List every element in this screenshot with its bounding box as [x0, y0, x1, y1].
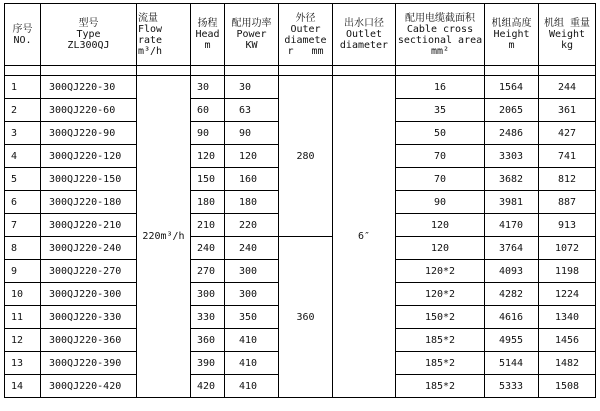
cell-power: 300 — [225, 260, 279, 283]
cell-type: 300QJ220-270 — [41, 260, 137, 283]
cell-cable: 185*2 — [396, 375, 485, 398]
cell-head: 240 — [191, 237, 225, 260]
cell-height: 4170 — [485, 214, 539, 237]
cell-cable: 90 — [396, 191, 485, 214]
cell-no: 8 — [5, 237, 41, 260]
cell-outer-diameter: 280 — [279, 76, 333, 237]
cell-type: 300QJ220-120 — [41, 145, 137, 168]
cell-height: 3764 — [485, 237, 539, 260]
cell-cable: 120*2 — [396, 260, 485, 283]
cell-head: 30 — [191, 76, 225, 99]
cell-weight: 812 — [539, 168, 596, 191]
cell-weight: 1340 — [539, 306, 596, 329]
header-no: 序号 NO. — [5, 4, 41, 66]
cell-head: 150 — [191, 168, 225, 191]
cell-weight: 887 — [539, 191, 596, 214]
cell-no: 6 — [5, 191, 41, 214]
cell-power: 300 — [225, 283, 279, 306]
table-row — [5, 237, 596, 260]
header-flow: 流量 Flow rate m³/h — [137, 4, 191, 66]
cell-head: 270 — [191, 260, 225, 283]
cell-no: 10 — [5, 283, 41, 306]
cell-cable: 70 — [396, 145, 485, 168]
cell-weight: 1072 — [539, 237, 596, 260]
cell-weight: 361 — [539, 99, 596, 122]
cell-height: 1564 — [485, 76, 539, 99]
cell-type: 300QJ220-60 — [41, 99, 137, 122]
cell-power: 63 — [225, 99, 279, 122]
cell-power: 90 — [225, 122, 279, 145]
cell-height: 4955 — [485, 329, 539, 352]
cell-weight: 244 — [539, 76, 596, 99]
cell-power: 410 — [225, 352, 279, 375]
cell-weight: 1198 — [539, 260, 596, 283]
cell-weight: 913 — [539, 214, 596, 237]
cell-head: 330 — [191, 306, 225, 329]
cell-cable: 16 — [396, 76, 485, 99]
pump-spec-table — [4, 3, 596, 398]
cell-head: 180 — [191, 191, 225, 214]
cell-no: 3 — [5, 122, 41, 145]
cell-type: 300QJ220-300 — [41, 283, 137, 306]
cell-no: 12 — [5, 329, 41, 352]
cell-type: 300QJ220-390 — [41, 352, 137, 375]
cell-cable: 185*2 — [396, 329, 485, 352]
spacer-section — [5, 66, 596, 76]
cell-cable: 70 — [396, 168, 485, 191]
cell-type: 300QJ220-420 — [41, 375, 137, 398]
cell-type: 300QJ220-360 — [41, 329, 137, 352]
cell-weight: 1482 — [539, 352, 596, 375]
cell-no: 1 — [5, 76, 41, 99]
header-head: 扬程 Head m — [191, 4, 225, 66]
cell-cable: 50 — [396, 122, 485, 145]
cell-head: 390 — [191, 352, 225, 375]
cell-cable: 35 — [396, 99, 485, 122]
cell-height: 3303 — [485, 145, 539, 168]
cell-weight: 1508 — [539, 375, 596, 398]
cell-type: 300QJ220-90 — [41, 122, 137, 145]
cell-weight: 1456 — [539, 329, 596, 352]
cell-weight: 1224 — [539, 283, 596, 306]
cell-height: 4282 — [485, 283, 539, 306]
cell-cable: 120 — [396, 214, 485, 237]
cell-power: 160 — [225, 168, 279, 191]
header-power: 配用功率 Power KW — [225, 4, 279, 66]
cell-height: 5333 — [485, 375, 539, 398]
cell-power: 410 — [225, 329, 279, 352]
cell-type: 300QJ220-180 — [41, 191, 137, 214]
cell-height: 4616 — [485, 306, 539, 329]
cell-height: 3981 — [485, 191, 539, 214]
cell-no: 11 — [5, 306, 41, 329]
table-row — [5, 76, 596, 99]
cell-power: 240 — [225, 237, 279, 260]
cell-type: 300QJ220-240 — [41, 237, 137, 260]
cell-no: 5 — [5, 168, 41, 191]
cell-cable: 120 — [396, 237, 485, 260]
header-height: 机组高度 Height m — [485, 4, 539, 66]
cell-weight: 741 — [539, 145, 596, 168]
cell-head: 90 — [191, 122, 225, 145]
cell-height: 5144 — [485, 352, 539, 375]
cell-outlet-diameter: 6″ — [333, 76, 396, 398]
cell-power: 120 — [225, 145, 279, 168]
cell-cable: 185*2 — [396, 352, 485, 375]
cell-no: 13 — [5, 352, 41, 375]
spacer-row — [5, 66, 596, 76]
cell-weight: 427 — [539, 122, 596, 145]
cell-no: 7 — [5, 214, 41, 237]
cell-power: 350 — [225, 306, 279, 329]
cell-height: 4093 — [485, 260, 539, 283]
cell-type: 300QJ220-330 — [41, 306, 137, 329]
cell-head: 420 — [191, 375, 225, 398]
cell-flow: 220m³/h — [137, 76, 191, 398]
cell-no: 4 — [5, 145, 41, 168]
header-cable: 配用电缆截面积 Cable cross sectional area mm² — [396, 4, 485, 66]
cell-cable: 150*2 — [396, 306, 485, 329]
cell-head: 210 — [191, 214, 225, 237]
cell-head: 60 — [191, 99, 225, 122]
header-outlet-diameter: 出水口径 Outlet diameter — [333, 4, 396, 66]
cell-head: 120 — [191, 145, 225, 168]
cell-height: 2065 — [485, 99, 539, 122]
header-outer-diameter: 外径 Outer diamete r mm — [279, 4, 333, 66]
cell-type: 300QJ220-150 — [41, 168, 137, 191]
cell-height: 2486 — [485, 122, 539, 145]
cell-power: 180 — [225, 191, 279, 214]
cell-head: 360 — [191, 329, 225, 352]
cell-no: 2 — [5, 99, 41, 122]
cell-no: 14 — [5, 375, 41, 398]
cell-type: 300QJ220-210 — [41, 214, 137, 237]
cell-height: 3682 — [485, 168, 539, 191]
cell-no: 9 — [5, 260, 41, 283]
header-type: 型号 Type ZL300QJ — [41, 4, 137, 66]
cell-outer-diameter: 360 — [279, 237, 333, 398]
cell-type: 300QJ220-30 — [41, 76, 137, 99]
table-body — [5, 76, 596, 398]
cell-power: 30 — [225, 76, 279, 99]
cell-power: 220 — [225, 214, 279, 237]
table-header — [5, 4, 596, 66]
header-weight: 机组 重量 Weight kg — [539, 4, 596, 66]
cell-cable: 120*2 — [396, 283, 485, 306]
cell-power: 410 — [225, 375, 279, 398]
cell-head: 300 — [191, 283, 225, 306]
